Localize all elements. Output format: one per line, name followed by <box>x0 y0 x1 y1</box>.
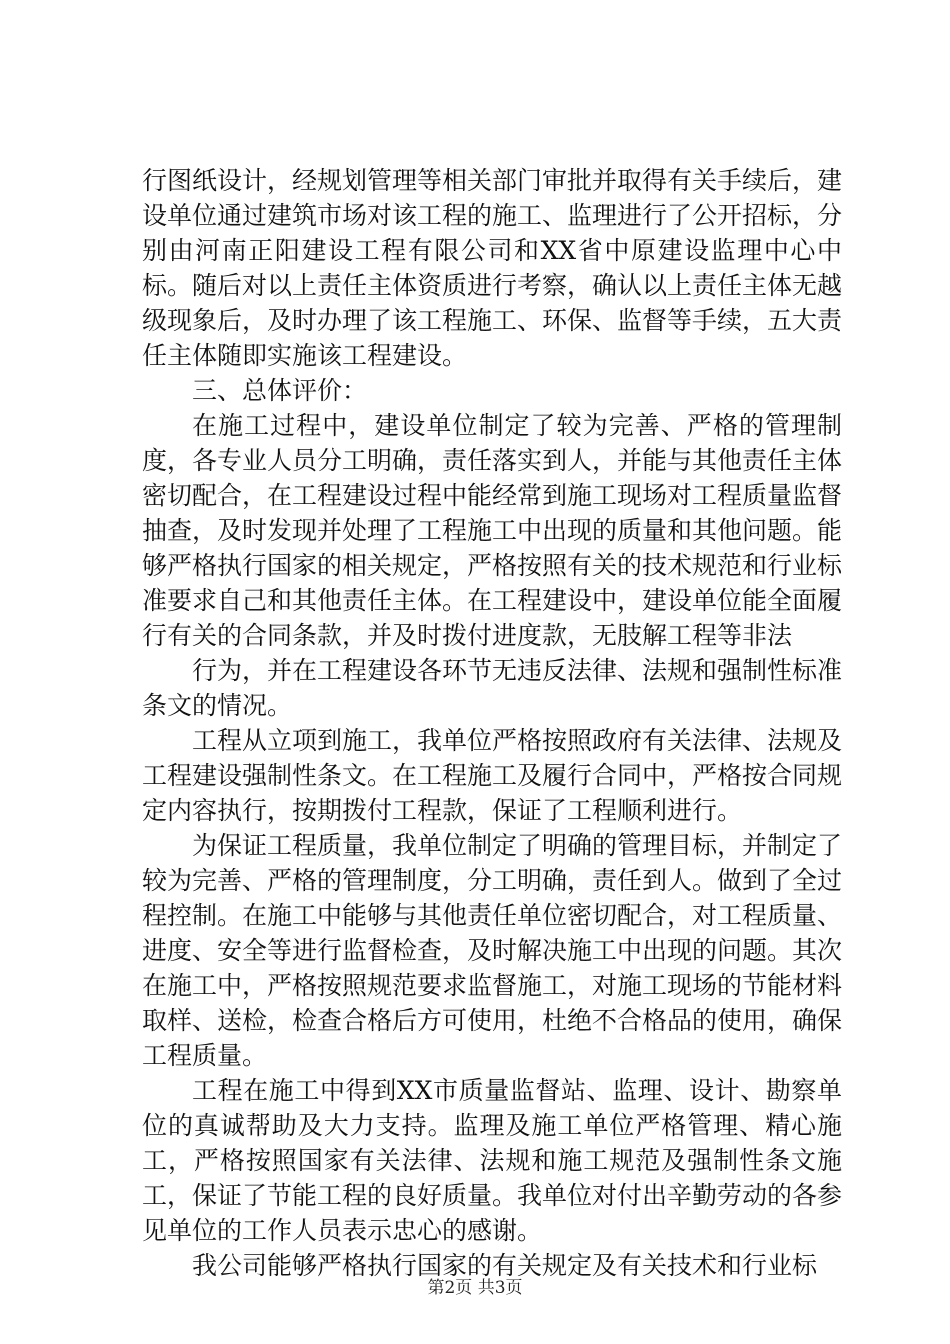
paragraph-acknowledgements: 工程在施工中得到XX市质量监督站、监理、设计、勘察单位的真诚帮助及大力支持。监理及施工单位严格管理、精心施工，严格按照国家有关法律、法规和施工规范及强制性条文施工，保证了节能工程的良好质量。我单位对付出辛勤劳动的各参见单位的工作人员表示忠心的感谢。 <box>142 1076 843 1245</box>
paragraph-construction-process: 在施工过程中，建设单位制定了较为完善、严格的管理制度，各专业人员分工明确，责任落实到人，并能与其他责任主体密切配合，在工程建设过程中能经常到施工现场对工程质量监督抽查，及时发现并处理了工程施工中出现的质量和其他问题。能够严格执行国家的相关规定，严格按照有关的技术规范和行业标准要求自己和其他责任主体。在工程建设中，建设单位能全面履行有关的合同条款，并及时拨付进度款，无肢解工程等非法 <box>142 411 843 650</box>
section-heading-overall-evaluation: 三、总体评价： <box>192 376 368 405</box>
paragraph-company-compliance: 我公司能够严格执行国家的有关规定及有关技术和行业标 <box>192 1251 818 1280</box>
paragraph-quality-assurance: 为保证工程质量，我单位制定了明确的管理目标，并制定了较为完善、严格的管理制度，分工明确，责任到人。做到了全过程控制。在施工中能够与其他责任单位密切配合，对工程质量、进度、安全等进行监督检查，及时解决施工中出现的问题。其次在施工中，严格按照规范要求监督施工，对施工现场的节能材料取样、送检，检查合格后方可使用，杜绝不合格品的使用，确保工程质量。 <box>142 831 843 1070</box>
document-body <box>142 163 842 1283</box>
paragraph-no-violations: 行为，并在工程建设各环节无违反法律、法规和强制性标准条文的情况。 <box>142 656 843 720</box>
paragraph-continuation: 行图纸设计，经规划管理等相关部门审批并取得有关手续后，建设单位通过建筑市场对该工程的施工、监理进行了公开招标，分别由河南正阳建设工程有限公司和XX省中原建设监理中心中标。随后对以上责任主体资质进行考察，确认以上责任主体无越级现象后，及时办理了该工程施工、环保、监督等手续，五大责任主体随即实施该工程建设。 <box>142 166 843 370</box>
paragraph-project-approval: 工程从立项到施工，我单位严格按照政府有关法律、法规及工程建设强制性条文。在工程施工及履行合同中，严格按合同规定内容执行，按期拨付工程款，保证了工程顺利进行。 <box>142 726 843 825</box>
page-footer: 第2页 共3页 <box>427 1278 523 1298</box>
